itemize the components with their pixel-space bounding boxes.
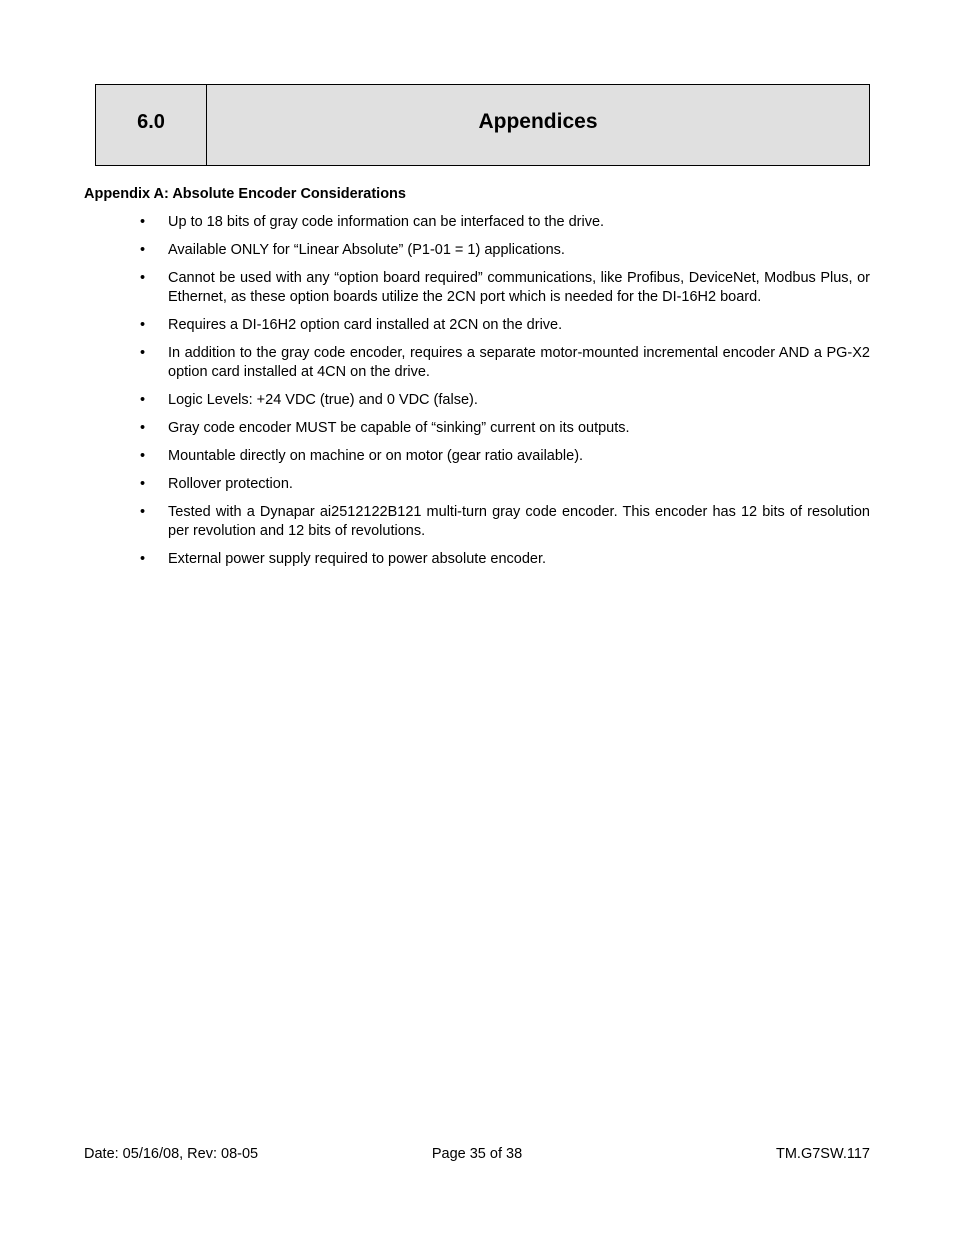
footer-page-number: Page 35 of 38 [431, 1146, 523, 1162]
footer-date: Date: 05/16/08, Rev: 08-05 [84, 1146, 259, 1162]
list-item [84, 503, 870, 541]
list-item [84, 447, 870, 466]
list-item [84, 475, 870, 494]
list-item [84, 269, 870, 307]
section-title: Appendices [478, 110, 598, 133]
list-item-text: Cannot be used with any “option board required” communications, like Profibus, DeviceNet, Modbus Plus, or Ethernet, as these option boards utilize the 2CN port which is needed for the DI-16H2 board. [168, 270, 870, 305]
section-header [95, 84, 870, 166]
list-item-text: Tested with a Dynapar ai2512122B121 multi-turn gray code encoder. This encoder has 12 bits of resolution per revolution and 12 bits of revolutions. [168, 504, 870, 539]
bullet-icon: • [140, 392, 146, 408]
list-item-text: In addition to the gray code encoder, requires a separate motor-mounted incremental encoder AND a PG-X2 option card installed at 4CN on the drive. [168, 345, 870, 380]
list-item-text: Up to 18 bits of gray code information can be interfaced to the drive. [168, 214, 605, 230]
appendix-heading: Appendix A: Absolute Encoder Considerations [84, 186, 406, 202]
list-item-text: Available ONLY for “Linear Absolute” (P1-01 = 1) applications. [168, 242, 565, 258]
bullet-icon: • [140, 551, 146, 567]
bullet-icon: • [140, 270, 146, 286]
list-item [84, 241, 870, 260]
list-item [84, 550, 870, 569]
list-item-text: Mountable directly on machine or on motor (gear ratio available). [168, 448, 584, 464]
list-item-text: Requires a DI-16H2 option card installed at 2CN on the drive. [168, 317, 563, 333]
bullet-icon: • [140, 317, 146, 333]
list-item [84, 316, 870, 335]
list-item [84, 213, 870, 232]
bullet-icon: • [140, 420, 146, 436]
list-item-text: Gray code encoder MUST be capable of “sinking” current on its outputs. [168, 420, 630, 436]
bullet-icon: • [140, 242, 146, 258]
bullet-list [84, 213, 870, 578]
bullet-icon: • [140, 345, 146, 361]
list-item [84, 419, 870, 438]
footer-doc-id: TM.G7SW.117 [775, 1146, 870, 1162]
list-item-text: Rollover protection. [168, 476, 293, 492]
bullet-icon: • [140, 214, 146, 230]
bullet-icon: • [140, 504, 146, 520]
section-number: 6.0 [96, 85, 207, 165]
bullet-icon: • [140, 476, 146, 492]
list-item [84, 344, 870, 382]
list-item-text: External power supply required to power absolute encoder. [168, 551, 547, 567]
list-item-text: Logic Levels: +24 VDC (true) and 0 VDC (false). [168, 392, 478, 408]
bullet-icon: • [140, 448, 146, 464]
list-item [84, 391, 870, 410]
